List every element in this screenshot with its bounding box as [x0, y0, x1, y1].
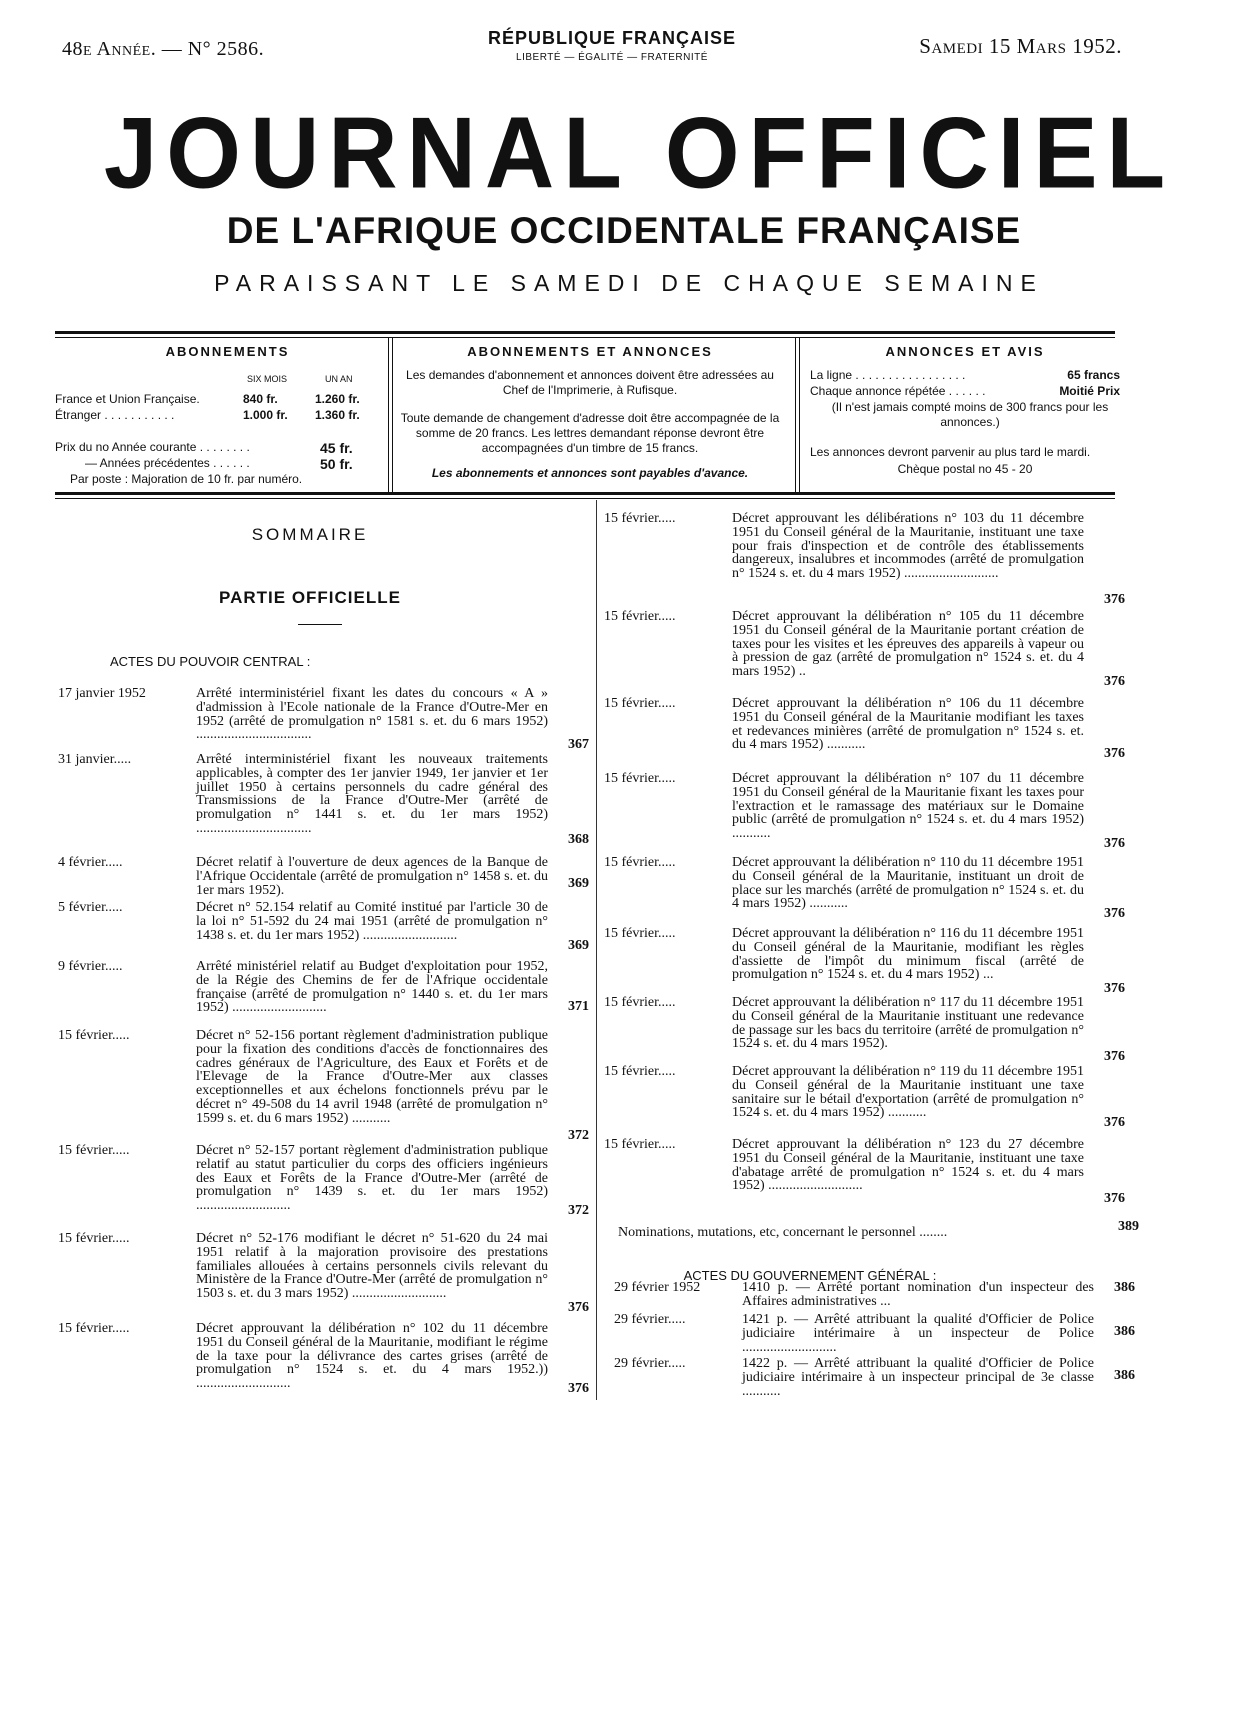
top-line — [52, 28, 1122, 78]
entry-page: 376 — [1104, 1049, 1125, 1064]
entry-text: Décret approuvant la délibération n° 102 du 11 décembre 1951 du Conseil général de la Mauritanie, modifiant le régime de la taxe pour la délivrance des cartes grises (arrêté de promulgation n° 1524 s. et. du 4 mars 1952.)) ........................... — [196, 1321, 548, 1392]
entry-text: 1422 p. — Arrêté attribuant la qualité d'Officier de Police judiciaire intérimaire à un inspecteur principal de 3e classe ........... — [742, 1356, 1094, 1399]
journal-subtitle: DE L'AFRIQUE OCCIDENTALE FRANÇAISE — [226, 210, 1022, 251]
abonnements-annonces-p1: Les demandes d'abonnement et annonces doivent être adressées au Chef de l'Imprimerie, à Rufisque. — [406, 368, 774, 397]
entry-page: 376 — [568, 1300, 589, 1315]
entry-date: 15 février..... — [58, 1231, 130, 1246]
entry-page: 369 — [568, 876, 589, 891]
issue-number: 48e Année. — N° 2586. — [62, 38, 265, 60]
annonces-note: (Il n'est jamais compté moins de 300 francs pour les annonces.) — [831, 400, 1109, 429]
entry-text: 1421 p. — Arrêté attribuant la qualité d'Officier de Police judiciaire intérimaire à un inspecteur de Police ........................... — [742, 1312, 1094, 1355]
annonces-delai: Les annonces devront parvenir au plus tard le mardi. — [810, 445, 1091, 459]
abonnements-heading: ABONNEMENTS — [165, 344, 290, 359]
entry-page: 371 — [568, 999, 589, 1014]
entry-page: 386 — [1114, 1368, 1135, 1383]
abonnements-annonces-box — [395, 344, 785, 481]
abonnements-annonces-p2: Toute demande de changement d'adresse doit être accompagnée de la somme de 20 francs. Les lettres demandant réponse devront être accompagnées d'un timbre de 15 francs. — [400, 411, 780, 455]
entry-text: Décret approuvant la délibération n° 123 du 27 décembre 1951 du Conseil général de la Mauritanie, instituant une taxe d'abatage arrêté de promulgation n° 1524 s. et. du 4 mars 1952) ........................... — [732, 1137, 1084, 1194]
entry-date: 29 février 1952 — [614, 1280, 701, 1295]
entry-date: 15 février..... — [604, 609, 676, 624]
entry-page: 376 — [1104, 746, 1125, 761]
actes-pouvoir-central-title: ACTES DU POUVOIR CENTRAL : — [110, 654, 311, 669]
prix-label: — Années précédentes . . . . . . — [85, 456, 250, 470]
prix-label: Prix du no Année courante . . . . . . . . — [55, 440, 250, 454]
tarif-six: 840 fr. — [243, 392, 278, 406]
annonces-ligne-label: La ligne . . . . . . . . . . . . . . . . . — [810, 368, 966, 382]
entry-page: 376 — [1104, 836, 1125, 851]
box-divider-1 — [388, 337, 389, 492]
section-dash — [298, 624, 342, 625]
box-divider-2b — [799, 337, 800, 492]
box-rule-top — [55, 331, 1115, 334]
journal-title: JOURNAL OFFICIEL — [103, 97, 1175, 210]
entry-text: Décret approuvant la délibération n° 119 du 11 décembre 1951 du Conseil général de la Mauritanie instituant une taxe sanitaire sur le bétail d'exportation (arrêté de promulgation n° 1524 s. et. du 4 mars 1952) ........... — [732, 1064, 1084, 1121]
annonces-cheque: Chèque postal no 45 - 20 — [897, 462, 1033, 476]
entry-date: 15 février..... — [604, 696, 676, 711]
publication-frequency: PARAISSANT LE SAMEDI DE CHAQUE SEMAINE — [214, 270, 1044, 296]
entry-text: Arrêté ministériel relatif au Budget d'exploitation pour 1952, de la Régie des Chemins de fer de l'Afrique occidentale française (arrêté de promulgation n° 1440 s. et. du 1er mars 1952) ........................... — [196, 959, 548, 1016]
annonces-heading: ANNONCES ET AVIS — [885, 344, 1045, 359]
abonnements-annonces-p3: Les abonnements et annonces sont payables d'avance. — [431, 466, 749, 480]
entry-date: 9 février..... — [58, 959, 123, 974]
entry-date: 17 janvier 1952 — [58, 686, 146, 701]
entry-date: 15 février..... — [604, 1137, 676, 1152]
col-un-an: UN AN — [325, 374, 353, 384]
entry-page: 376 — [1104, 1191, 1125, 1206]
entry-date: 15 février..... — [58, 1143, 130, 1158]
entry-date: 15 février..... — [604, 995, 676, 1010]
entry-text: Décret n° 52.154 relatif au Comité institué par l'article 30 de la loi n° 51-592 du 24 mai 1951 (arrêté de promulgation n° 1438 s. et. du 1er mars 1952) ........................... — [196, 900, 548, 943]
entry-page: 376 — [568, 1381, 589, 1396]
masthead — [0, 97, 1238, 297]
annonces-ligne — [810, 368, 1120, 382]
sommaire-title: SOMMAIRE — [251, 525, 369, 544]
republic-block — [447, 28, 777, 63]
tarif-an: 1.360 fr. — [315, 408, 360, 422]
entry-text: Décret n° 52-176 modifiant le décret n° 51-620 du 24 mai 1951 relatif à la majoration provisoire des prestations familiales allouées à certains personnels civils relevant du Ministère de la France d'Outre-Mer (arrêté de promulgation n° 1503 s. et. du 3 mars 1952) ........................... — [196, 1231, 548, 1302]
box-rule-bottom — [55, 492, 1115, 495]
entry-text: Décret n° 52-156 portant règlement d'administration publique pour la fixation des conditions d'accès de fonctionnaires des cadres généraux de l'Agriculture, des Eaux et Forêts et de l'Elevage de la France d'Outre-Mer aux classes exceptionnelles et aux échelons fonctionnels prévu par le décret n° 49-508 du 14 avril 1948 (arrêté de promulgation n° 1599 s. et. du 6 mars 1952) ........... — [196, 1028, 548, 1126]
entry-date: 4 février..... — [58, 855, 123, 870]
annonces-repetee-value: Moitié Prix — [1059, 384, 1120, 398]
abonnements-annonces-heading: ABONNEMENTS ET ANNONCES — [467, 344, 713, 359]
annonces-repetee — [810, 384, 1120, 398]
entry-date: 15 février..... — [604, 1064, 676, 1079]
partie-officielle-title: PARTIE OFFICIELLE — [219, 588, 401, 607]
entry-page: 367 — [568, 737, 589, 752]
annonces-repetee-label: Chaque annonce répétée . . . . . . — [810, 384, 986, 398]
issue-date: Samedi 15 Mars 1952. — [919, 34, 1122, 58]
box-divider-2 — [795, 337, 796, 492]
entry-page: 376 — [1104, 981, 1125, 996]
entry-page: 372 — [568, 1203, 589, 1218]
entry-page: 376 — [1104, 906, 1125, 921]
actes-gouvernement-general-title: ACTES DU GOUVERNEMENT GÉNÉRAL : — [683, 1268, 937, 1283]
entry-date: 15 février..... — [58, 1028, 130, 1043]
entry-page: 386 — [1114, 1324, 1135, 1339]
entry-page: 376 — [1104, 592, 1125, 607]
entry-page: 372 — [568, 1128, 589, 1143]
entry-page: 376 — [1104, 1115, 1125, 1130]
entry-date: 29 février..... — [614, 1312, 686, 1327]
annonces-ligne-value: 65 francs — [1067, 368, 1120, 382]
entry-text: Décret approuvant la délibération n° 106 du 11 décembre 1951 du Conseil général de la Mauritanie modifiant les taxes et redevances minières (arrêté de promulgation n° 1524 s. et. du 4 mars 1952) ........... — [732, 696, 1084, 753]
tarif-an: 1.260 fr. — [315, 392, 360, 406]
entry-text: 1410 p. — Arrêté portant nomination d'un inspecteur des Affaires administratives ... — [742, 1280, 1094, 1309]
entry-date: 15 février..... — [604, 855, 676, 870]
entry-text: Arrêté interministériel fixant les dates du concours « A » d'admission à l'Ecole nationale de la France d'Outre-Mer en 1952 (arrêté de promulgation n° 1581 s. et. du 6 mars 1952) ................................. — [196, 686, 548, 743]
entry-text: Décret approuvant la délibération n° 117 du 11 décembre 1951 du Conseil général de la Mauritanie instituant une redevance de passage sur les bacs du territoire (arrêté de promulgation n° 1524 s. et. du 4 mars 1952). — [732, 995, 1084, 1052]
nominations-text: Nominations, mutations, etc, concernant le personnel ........ — [618, 1225, 948, 1240]
entry-text: Décret n° 52-157 portant règlement d'administration publique relatif au statut particulier du corps des officiers ingénieurs des Eaux et Forêts de la France d'Outre-Mer (arrêté de promulgation n° 1439 s. et. du 1er mars 1952) ........................... — [196, 1143, 548, 1214]
entry-page: 386 — [1114, 1280, 1135, 1295]
box-rule-top-thin — [55, 337, 1115, 338]
col-six-mois: SIX MOIS — [247, 374, 288, 384]
republic-title: RÉPUBLIQUE FRANÇAISE — [487, 28, 736, 48]
entry-text: Décret approuvant les délibérations n° 103 du 11 décembre 1951 du Conseil général de la Mauritanie, instituant une taxe pour frais d'inspection et de contrôle des établissements dangereux, insalubres et incommodes (arrêté de promulgation n° 1524 s. et. du 4 mars 1952) ........................... — [732, 511, 1084, 582]
entry-date: 15 février..... — [58, 1321, 130, 1336]
poste-note: Par poste : Majoration de 10 fr. par numéro. — [70, 472, 303, 486]
abonnements-box — [55, 344, 380, 489]
entry-date: 31 janvier..... — [58, 752, 132, 767]
nominations-page: 389 — [1118, 1219, 1139, 1234]
entry-text: Décret approuvant la délibération n° 105 du 11 décembre 1951 du Conseil général de la Mauritanie portant création de taxes pour les visites et les épreuves des appareils à vapeur ou à pression de gaz (arrêté de promulgation n° 1524 s. et. du 4 mars 1952) .. — [732, 609, 1084, 680]
entry-text: Décret approuvant la délibération n° 116 du 11 décembre 1951 du Conseil général de la Mauritanie, modifiant les règles d'assiette de l'impôt du minimum fiscal (arrêté de promulgation n° 1524 s. et. du 4 mars 1952) ... — [732, 926, 1084, 983]
entry-text: Décret relatif à l'ouverture de deux agences de la Banque de l'Afrique Occidentale (arrêté de promulgation n° 1458 s. et. du 1er mars 1952). — [196, 855, 548, 898]
entry-page: 369 — [568, 938, 589, 953]
prix-value: 45 fr. — [320, 440, 353, 456]
entry-page: 368 — [568, 832, 589, 847]
entry-page: 376 — [1104, 674, 1125, 689]
annonces-box — [810, 344, 1120, 489]
republic-motto: LIBERTÉ — ÉGALITÉ — FRATERNITÉ — [516, 52, 708, 63]
column-separator — [596, 500, 597, 1400]
entry-text: Décret approuvant la délibération n° 107 du 11 décembre 1951 du Conseil général de la Mauritanie fixant les taxes pour l'extraction et le ramassage des matériaux sur le Domaine public (arrêté de promulgation n° 1524 s. et. du 4 mars 1952) ........... — [732, 771, 1084, 842]
entry-date: 15 février..... — [604, 511, 676, 526]
tarif-six: 1.000 fr. — [243, 408, 288, 422]
entry-date: 29 février..... — [614, 1356, 686, 1371]
entry-date: 5 février..... — [58, 900, 123, 915]
tarif-label: France et Union Française. — [55, 392, 200, 406]
entry-date: 15 février..... — [604, 926, 676, 941]
entry-text: Décret approuvant la délibération n° 110 du 11 décembre 1951 du Conseil général de la Mauritanie, instituant un droit de place sur les marchés (arrêté de promulgation n° 1524 s. et. du 4 mars 1952) ........... — [732, 855, 1084, 912]
box-divider-1b — [392, 337, 393, 492]
tarif-label: Étranger . . . . . . . . . . . — [55, 408, 175, 422]
prix-value: 50 fr. — [320, 456, 353, 472]
box-rule-bottom-thin — [55, 498, 1115, 499]
entry-text: Arrêté interministériel fixant les nouveaux traitements applicables, à compter des 1er janvier 1949, 1er janvier et 1er juillet 1950 à certains personnels du cadre général des Transmissions de la France d'Outre-Mer (arrêté de promulgation n° 1441 s. et. du 1er mars 1952) ................................. — [196, 752, 548, 836]
entry-date: 15 février..... — [604, 771, 676, 786]
